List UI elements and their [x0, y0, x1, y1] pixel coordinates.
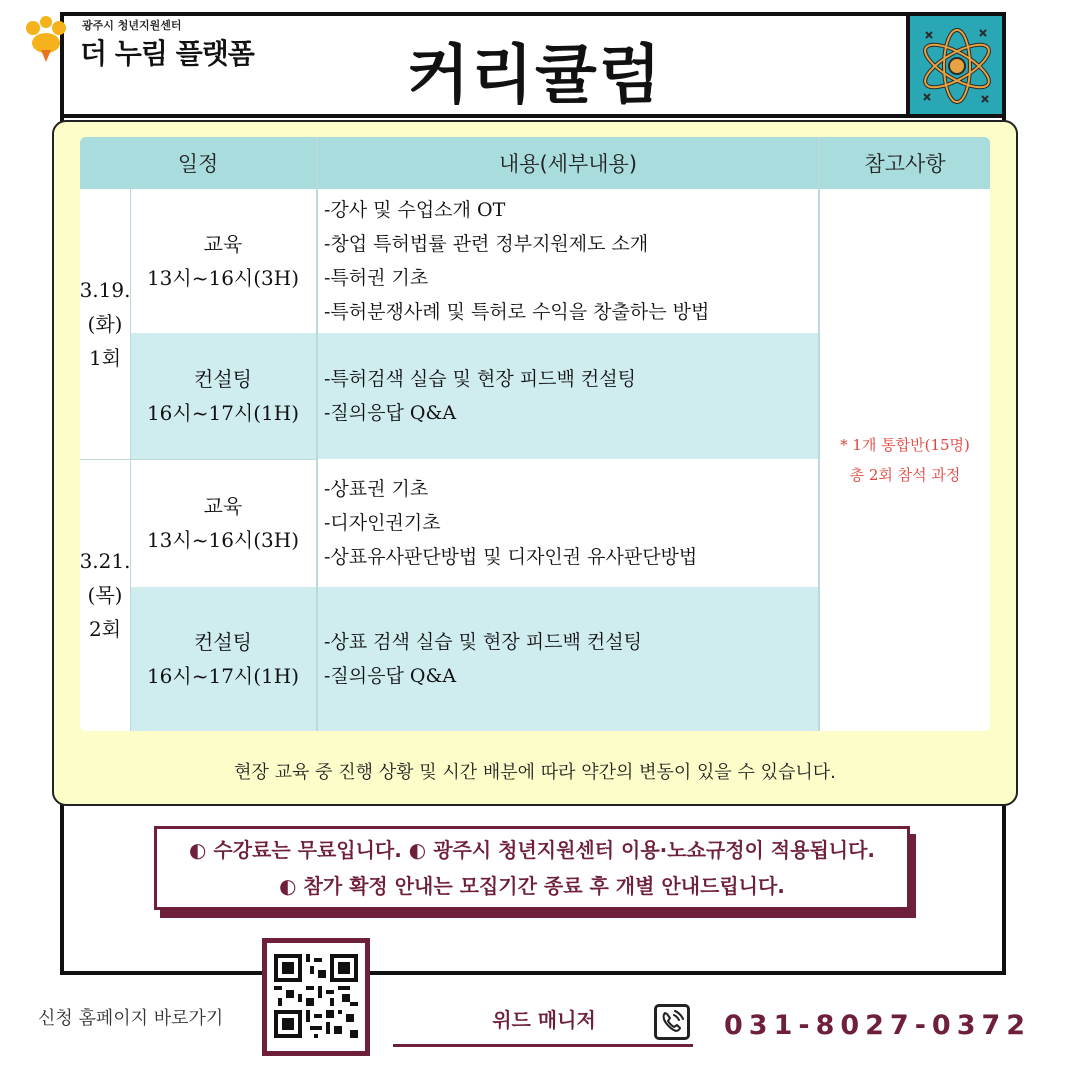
curriculum-table — [80, 137, 990, 731]
content-item: -특허권 기초 — [324, 267, 429, 289]
row-divider — [80, 459, 130, 460]
column-header-content: 내용(세부내용) — [318, 137, 818, 189]
session-content — [318, 587, 818, 731]
session-time: 16시~17시(1H) — [146, 401, 300, 425]
column-header-schedule: 일정 — [80, 137, 316, 189]
phone-number[interactable]: 031-8027-0372 — [724, 1010, 1032, 1041]
session-time: 13시~16시(3H) — [146, 266, 300, 290]
day-weekday: (목) — [87, 583, 123, 607]
phone-icon[interactable] — [654, 1004, 690, 1040]
qr-code-icon — [274, 954, 358, 1038]
column-divider — [316, 137, 318, 731]
day-date: 3.19. — [80, 278, 131, 302]
qr-code-box[interactable] — [262, 938, 370, 1056]
session-time: 13시~16시(3H) — [146, 528, 300, 552]
content-item: -강사 및 수업소개 OT — [324, 199, 506, 221]
content-item: -특허분쟁사례 및 특허로 수익을 창출하는 방법 — [324, 301, 710, 323]
paw-logo-icon — [24, 16, 68, 64]
content-item: -상표권 기초 — [324, 478, 429, 500]
day-round: 1회 — [88, 346, 122, 370]
column-divider — [130, 189, 131, 731]
day-cell — [80, 459, 130, 731]
content-item: -디자인권기초 — [324, 512, 441, 534]
session-cell — [130, 587, 316, 731]
manager-name: 위드 매니저 — [492, 1008, 596, 1032]
session-cell — [130, 189, 316, 333]
org-subtitle: 광주시 청년지원센터 — [82, 19, 182, 32]
session-time: 16시~17시(1H) — [146, 664, 300, 688]
content-item: -특허검색 실습 및 현장 피드백 컨설팅 — [324, 368, 636, 390]
content-item: -질의응답 Q&A — [324, 402, 457, 424]
column-divider — [818, 137, 820, 731]
session-content — [318, 333, 818, 459]
atom-icon-box — [906, 12, 1006, 118]
notice-line: ◐ 참가 확정 안내는 모집기간 종료 후 개별 안내드립니다. — [279, 874, 785, 898]
session-cell — [130, 333, 316, 459]
manager-underline — [393, 1044, 693, 1047]
page-title: 커리큘럼 — [407, 39, 663, 113]
notes-cell — [820, 189, 990, 731]
note-line: 총 2회 참석 과정 — [849, 466, 961, 484]
org-name: 더 누림 플랫폼 — [80, 37, 254, 70]
day-cell — [80, 189, 130, 459]
content-item: -상표유사판단방법 및 디자인권 유사판단방법 — [324, 546, 698, 568]
session-type: 컨설팅 — [194, 630, 252, 654]
session-content — [318, 189, 818, 333]
notice-box — [154, 826, 910, 910]
column-header-notes: 참고사항 — [820, 137, 990, 189]
note-line: * 1개 통합반(15명) — [840, 436, 970, 454]
session-type: 컨설팅 — [194, 367, 252, 391]
day-date: 3.21. — [80, 549, 131, 573]
row-divider — [130, 459, 316, 460]
content-item: -질의응답 Q&A — [324, 665, 457, 687]
atom-icon — [914, 20, 1000, 112]
content-item: -상표 검색 실습 및 현장 피드백 컨설팅 — [324, 631, 642, 653]
session-content — [318, 459, 818, 587]
content-item: -창업 특허법률 관련 정부지원제도 소개 — [324, 233, 649, 255]
session-cell — [130, 459, 316, 587]
apply-homepage-link[interactable]: 신청 홈페이지 바로가기 — [38, 1008, 224, 1029]
day-round: 2회 — [88, 617, 122, 641]
session-type: 교육 — [203, 232, 243, 256]
session-type: 교육 — [203, 494, 243, 518]
notice-line: ◐ 수강료는 무료입니다. ◐ 광주시 청년지원센터 이용·노쇼규정이 적용됩니다. — [188, 838, 876, 862]
disclaimer-text: 현장 교육 중 진행 상황 및 시간 배분에 따라 약간의 변동이 있을 수 있습니다. — [234, 762, 836, 783]
day-weekday: (화) — [87, 312, 123, 336]
